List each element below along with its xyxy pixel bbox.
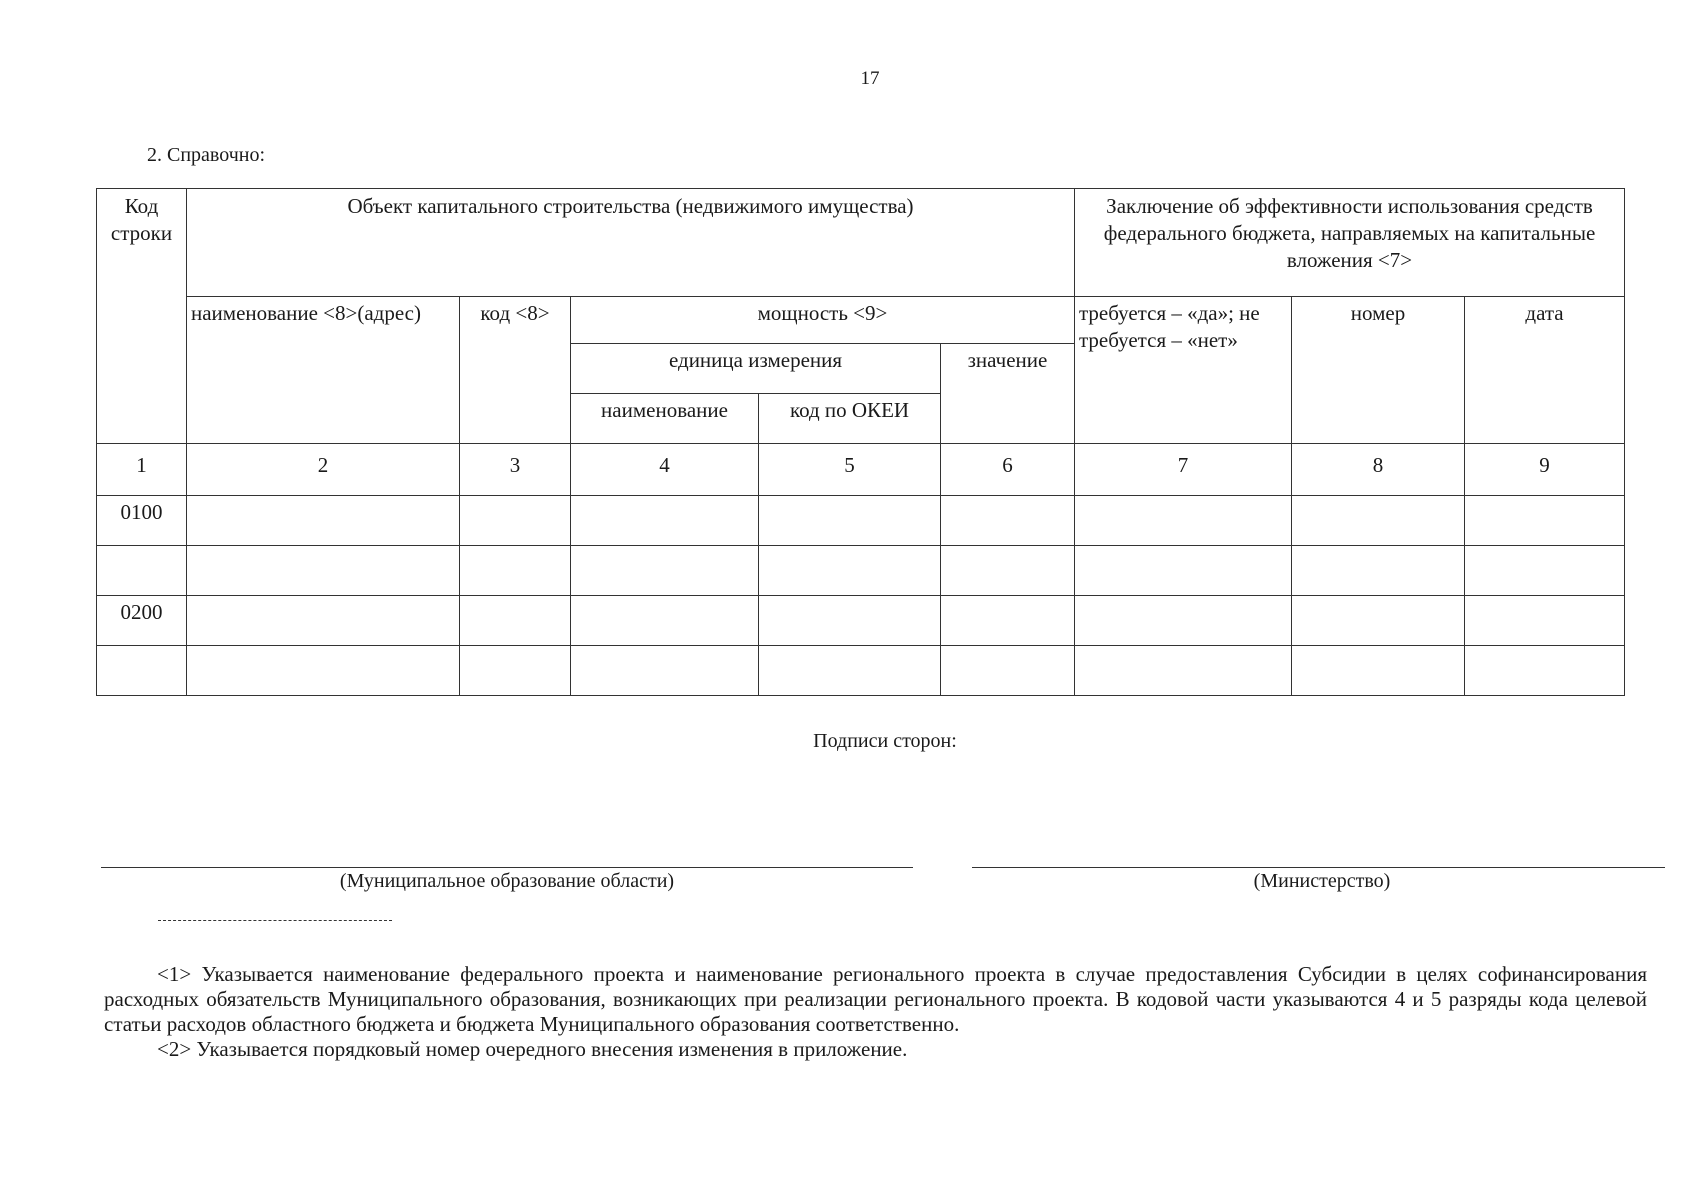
column-number: 3 — [460, 444, 571, 496]
table-cell — [1465, 596, 1625, 646]
table-cell — [460, 646, 571, 696]
header-efficiency-conclusion: Заключение об эффективности использования средств федерального бюджета, направляемых на капитальные вложения <7> — [1075, 189, 1625, 297]
footnote-2: <2> Указывается порядковый номер очередного внесения изменения в приложение. — [157, 1037, 908, 1061]
column-number: 1 — [97, 444, 187, 496]
table-cell — [1465, 496, 1625, 546]
column-number: 5 — [759, 444, 941, 496]
column-number: 4 — [571, 444, 759, 496]
row-code: 0100 — [97, 496, 187, 546]
header-okei-code: код по ОКЕИ — [759, 394, 941, 444]
column-number: 6 — [941, 444, 1075, 496]
table-cell — [759, 596, 941, 646]
signature-caption-ministry: (Министерство) — [1253, 870, 1391, 892]
signatures-title: Подписи сторон: — [813, 730, 957, 752]
table-cell — [460, 596, 571, 646]
table-cell — [460, 546, 571, 596]
table-cell — [759, 546, 941, 596]
table-row — [97, 546, 1625, 596]
page-number: 17 — [860, 68, 880, 89]
section-label: 2. Справочно: — [147, 144, 266, 166]
header-object-name: наименование <8>(адрес) — [187, 297, 460, 444]
table-cell — [187, 646, 460, 696]
row-code — [97, 646, 187, 696]
header-capacity: мощность <9> — [571, 297, 1075, 344]
table-cell — [187, 546, 460, 596]
header-capital-object: Объект капитального строительства (недвижимого имущества) — [187, 189, 1075, 297]
table-cell — [460, 496, 571, 546]
footnote-1: <1> Указывается наименование федерального проекта и наименование регионального проекта в случае предоставления Субсидии в целях софинансирования расходных обязательств Муниципального образования, возникающих при реализации регионального проекта. В кодовой части указываются 4 и 5 разряды кода целевой статьи расходов областного бюджета и бюджета Муниципального образования соответственно. — [104, 962, 1647, 1036]
table-cell — [1292, 596, 1465, 646]
column-number: 8 — [1292, 444, 1465, 496]
footnote-separator — [158, 920, 392, 921]
header-value: значение — [941, 344, 1075, 444]
table-cell — [187, 496, 460, 546]
header-object-code: код <8> — [460, 297, 571, 444]
table-row — [97, 496, 1625, 546]
table-cell — [1465, 646, 1625, 696]
footnotes — [104, 962, 1647, 1062]
table-cell — [1465, 546, 1625, 596]
column-number: 9 — [1465, 444, 1625, 496]
signature-line-municipality — [101, 867, 913, 868]
table-cell — [1292, 646, 1465, 696]
table-cell — [1292, 496, 1465, 546]
header-unit-name: наименование — [571, 394, 759, 444]
table-cell — [1075, 646, 1292, 696]
table-cell — [941, 596, 1075, 646]
table-cell — [1075, 496, 1292, 546]
column-number: 2 — [187, 444, 460, 496]
table-cell — [941, 646, 1075, 696]
row-code: 0200 — [97, 596, 187, 646]
table-row — [97, 596, 1625, 646]
table-cell — [941, 546, 1075, 596]
header-number: номер — [1292, 297, 1465, 444]
table-cell — [571, 596, 759, 646]
header-unit: единица измерения — [571, 344, 941, 394]
table-cell — [1292, 546, 1465, 596]
column-numbers-row — [97, 444, 1625, 496]
table-cell — [571, 496, 759, 546]
table-cell — [759, 646, 941, 696]
table-cell — [1075, 596, 1292, 646]
column-number: 7 — [1075, 444, 1292, 496]
signature-line-ministry — [972, 867, 1665, 868]
table-row — [97, 646, 1625, 696]
header-required: требуется – «да»; не требуется – «нет» — [1075, 297, 1292, 444]
table-cell — [571, 546, 759, 596]
reference-table — [96, 188, 1625, 696]
table-cell — [187, 596, 460, 646]
header-date: дата — [1465, 297, 1625, 444]
row-code — [97, 546, 187, 596]
table-cell — [1075, 546, 1292, 596]
table-cell — [759, 496, 941, 546]
header-code-of-row: Код строки — [97, 189, 187, 444]
table-cell — [571, 646, 759, 696]
signature-caption-municipality: (Муниципальное образование области) — [339, 870, 675, 892]
table-cell — [941, 496, 1075, 546]
